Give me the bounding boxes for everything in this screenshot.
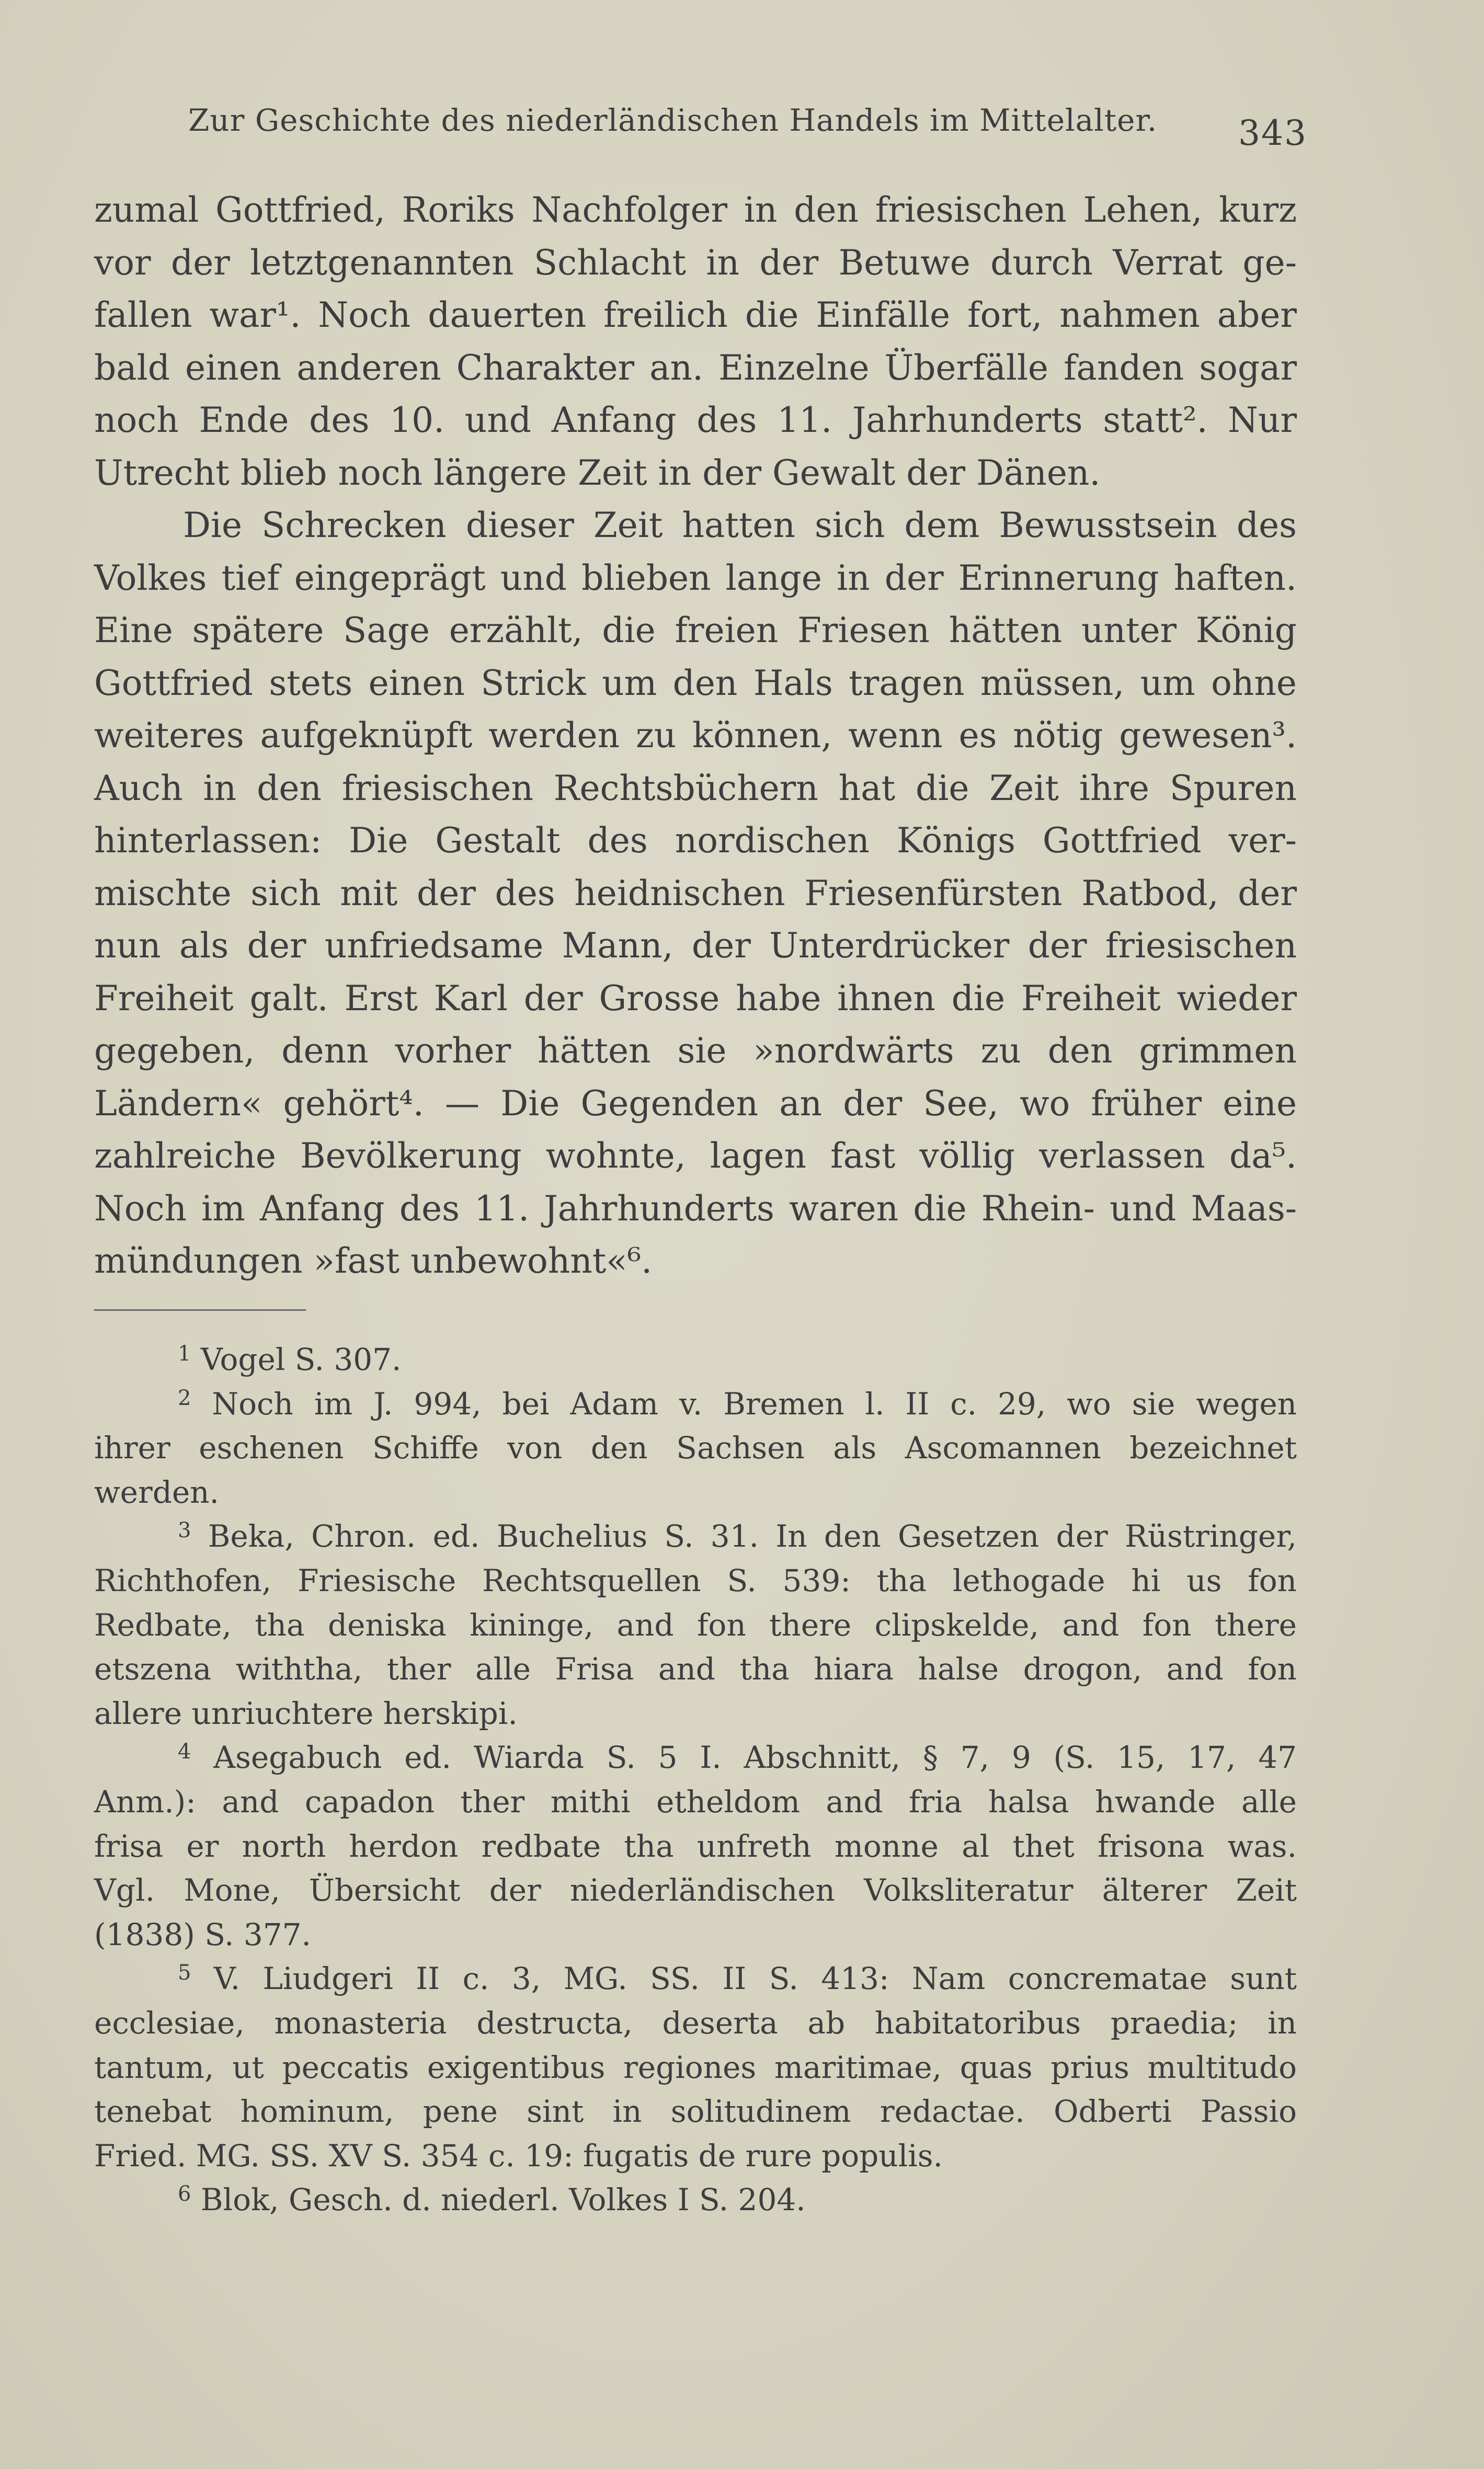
footnote-text: Anm.): and capadon ther mithi etheldom and fria halsa hwande alle bbox=[94, 1784, 1297, 1820]
footnote-line bbox=[94, 1514, 1297, 1559]
footnote-text: ihrer eschenen Schiffe von den Sachsen als Ascomannen bezeichnet bbox=[94, 1430, 1297, 1466]
footnote-line bbox=[94, 1957, 1297, 2001]
footnote-marker: 4 bbox=[178, 1740, 191, 1764]
footnote-text: allere unriuchtere herskipi. bbox=[94, 1695, 518, 1731]
footnote-text: Noch im J. 994, bei Adam v. Bremen l. II c. 29, wo sie wegen bbox=[212, 1386, 1297, 1422]
footnote-text: Redbate, tha deniska kininge, and fon there clipskelde, and fon there bbox=[94, 1607, 1297, 1643]
footnote-text: Richthofen, Friesische Rechtsquellen S. 539: tha lethogade hi us fon bbox=[94, 1562, 1297, 1598]
footnote-text: Fried. MG. SS. XV S. 354 c. 19: fugatis de rure populis. bbox=[94, 2137, 943, 2174]
text-line: noch Ende des 10. und Anfang des 11. Jahrhunderts statt². Nur bbox=[94, 400, 1297, 440]
text-line: Ländern« gehört⁴. — Die Gegenden an der See, wo früher eine bbox=[94, 1083, 1297, 1124]
footnote-line bbox=[94, 2089, 1297, 2134]
text-line: Freiheit galt. Erst Karl der Grosse habe ihnen die Freiheit wieder bbox=[94, 978, 1297, 1019]
footnote-line bbox=[94, 1426, 1297, 1470]
footnote-text: Vgl. Mone, Übersicht der niederländischen Volksliteratur älterer Zeit bbox=[94, 1872, 1297, 1908]
text-line: Volkes tief eingeprägt und blieben lange in der Erinnerung haften. bbox=[94, 557, 1297, 598]
footnote-rule bbox=[94, 1309, 306, 1311]
footnote-line bbox=[94, 1559, 1297, 1603]
text-line: mündungen »fast unbewohnt«⁶. bbox=[94, 1241, 653, 1281]
footnote-line bbox=[94, 1691, 1297, 1736]
text-line: bald einen anderen Charakter an. Einzelne Überfälle fanden sogar bbox=[94, 347, 1297, 388]
page-number: 343 bbox=[1238, 113, 1307, 153]
page-header bbox=[188, 92, 1307, 153]
text-line: Auch in den friesischen Rechtsbüchern hat die Zeit ihre Spuren bbox=[94, 768, 1297, 808]
footnote-line bbox=[94, 1470, 1297, 1515]
footnote-line bbox=[94, 1824, 1297, 1869]
footnote-marker: 2 bbox=[178, 1386, 191, 1410]
text-line: Utrecht blieb noch längere Zeit in der Gewalt der Dänen. bbox=[94, 452, 1101, 493]
text-line: Eine spätere Sage erzählt, die freien Friesen hätten unter König bbox=[94, 610, 1297, 650]
footnote-text: werden. bbox=[94, 1474, 219, 1510]
running-head: Zur Geschichte des niederländischen Handels im Mittelalter. bbox=[188, 102, 1158, 138]
footnote-text: Beka, Chron. ed. Buchelius S. 31. In den Gesetzen der Rüstringer, bbox=[208, 1518, 1297, 1554]
footnote-line bbox=[94, 2178, 1297, 2222]
footnote-line bbox=[94, 2045, 1297, 2090]
footnote-marker: 3 bbox=[178, 1518, 191, 1543]
footnote-text: Asegabuch ed. Wiarda S. 5 I. Abschnitt, § 7, 9 (S. 15, 17, 47 bbox=[213, 1740, 1297, 1776]
footnote-line bbox=[94, 1868, 1297, 1913]
footnote-marker: 1 bbox=[178, 1342, 191, 1366]
footnote-text: V. Liudgeri II c. 3, MG. SS. II S. 413: Nam concrematae sunt bbox=[213, 1961, 1297, 1997]
text-line: nun als der unfriedsame Mann, der Unterdrücker der friesischen bbox=[94, 925, 1297, 966]
text-line: Noch im Anfang des 11. Jahrhunderts waren die Rhein- und Maas- bbox=[94, 1188, 1297, 1229]
text-line: Gottfried stets einen Strick um den Hals tragen müssen, um ohne bbox=[94, 662, 1297, 703]
footnote-line bbox=[94, 1780, 1297, 1824]
footnote-text: tenebat hominum, pene sint in solitudinem redactae. Odberti Passio bbox=[94, 2094, 1297, 2130]
footnote-text: Blok, Gesch. d. niederl. Volkes I S. 204. bbox=[200, 2182, 806, 2218]
footnote-line bbox=[94, 1338, 1297, 1382]
footnote-marker: 5 bbox=[178, 1961, 191, 1985]
text-line: hinterlassen: Die Gestalt des nordischen Königs Gottfried ver- bbox=[94, 820, 1297, 861]
footnote-line bbox=[94, 1603, 1297, 1648]
text-line: zahlreiche Bevölkerung wohnte, lagen fast völlig verlassen da⁵. bbox=[94, 1136, 1297, 1176]
footnote-line bbox=[94, 2134, 1297, 2178]
text-line: zumal Gottfried, Roriks Nachfolger in den friesischen Lehen, kurz bbox=[94, 190, 1297, 230]
main-text bbox=[94, 184, 1297, 1288]
footnote-line bbox=[94, 1382, 1297, 1426]
footnotes bbox=[94, 1338, 1297, 2222]
footnote-text: tantum, ut peccatis exigentibus regiones maritimae, quas prius multitudo bbox=[94, 2049, 1297, 2085]
footnote-text: etszena withtha, ther alle Frisa and tha hiara halse drogon, and fon bbox=[94, 1651, 1297, 1687]
footnote-line bbox=[94, 1913, 1297, 1957]
footnote-text: frisa er north herdon redbate tha unfreth monne al thet frisona was. bbox=[94, 1828, 1297, 1864]
footnote-text: Vogel S. 307. bbox=[200, 1342, 402, 1377]
text-line: gegeben, denn vorher hätten sie »nordwärts zu den grimmen bbox=[94, 1031, 1297, 1071]
footnote-text: (1838) S. 377. bbox=[94, 1916, 311, 1952]
text-line: Die Schrecken dieser Zeit hatten sich dem Bewusstsein des bbox=[183, 505, 1297, 545]
footnote-text: ecclesiae, monasteria destructa, deserta ab habitatoribus praedia; in bbox=[94, 2005, 1297, 2041]
text-line: mischte sich mit der des heidnischen Friesenfürsten Ratbod, der bbox=[94, 873, 1297, 913]
text-line: fallen war¹. Noch dauerten freilich die Einfälle fort, nahmen aber bbox=[94, 295, 1297, 335]
footnote-marker: 6 bbox=[178, 2182, 191, 2207]
text-line: vor der letztgenannten Schlacht in der Betuwe durch Verrat ge- bbox=[94, 242, 1297, 283]
footnote-line bbox=[94, 1647, 1297, 1691]
footnote-line bbox=[94, 2001, 1297, 2045]
footnote-line bbox=[94, 1735, 1297, 1780]
text-line: weiteres aufgeknüpft werden zu können, wenn es nötig gewesen³. bbox=[94, 715, 1297, 756]
